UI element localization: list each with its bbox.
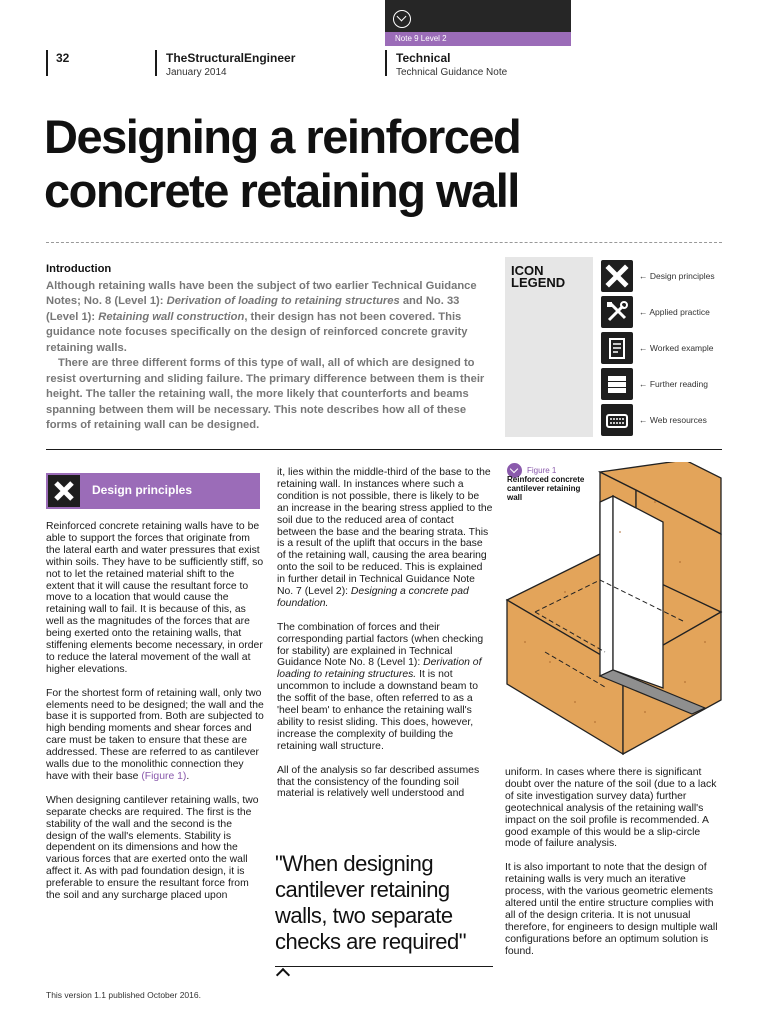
section-name: Technical xyxy=(396,51,451,65)
design-principles-icon xyxy=(48,475,80,507)
intro-text: and No. 33 (Level 1): xyxy=(46,295,460,323)
body-paragraph: It is also important to note that the design of retaining walls is very much an iterative process, with the various geometric elements altered until the entire structure complies with all of the design criteria. It is not unusual therefore, for engineers to design multiple wall configurations before an optimum solution is found. xyxy=(505,862,718,957)
body-column-3 xyxy=(505,767,723,969)
legend-item xyxy=(601,404,721,438)
reference-title: Derivation of loading to retaining structures. xyxy=(277,657,482,681)
figure-link[interactable]: (Figure 1) xyxy=(141,771,187,783)
body-paragraph: When designing cantilever retaining walls, two separate checks are required. The first is the stability of the wall and the second is the design of the wall's elements. Stability is dependent on its dimensions and how the various forces that are exerted onto the wall affect it. As with pad foundation design, it is preferable to ensure the resultant force from the soil and any surcharge placed upon xyxy=(46,794,259,902)
icon-legend xyxy=(505,257,721,437)
intro-paragraph-1 xyxy=(46,279,492,357)
note-level-label: Note 9 Level 2 xyxy=(385,32,571,46)
legend-item-label: ← Web resources xyxy=(639,415,707,425)
intro-section xyxy=(46,262,492,434)
version-footer: This version 1.1 published October 2016. xyxy=(46,990,201,1000)
body-text: For the shortest form of retaining wall, only two elements need to be designed; the wall and the base it is supported from. Both are subjected to high bending moments and shear forces and care must be taken to ensure that these are addressed. These are referred to as cantilever walls due to the monolithic connection they have with their base xyxy=(46,687,264,783)
header-divider xyxy=(46,50,48,76)
legend-item xyxy=(601,296,721,330)
note-tab-bar xyxy=(385,0,571,32)
issue-date: January 2014 xyxy=(166,67,227,78)
legend-item xyxy=(601,260,721,294)
section-rule xyxy=(46,449,722,450)
figure-number: Figure 1 xyxy=(527,466,557,475)
body-column-2 xyxy=(277,467,493,812)
header-divider xyxy=(385,50,387,76)
header-divider xyxy=(155,50,157,76)
legend-title-line: LEGEND xyxy=(511,275,566,290)
design-principles-band xyxy=(46,473,260,509)
figure-caption-text: Reinforced concrete cantilever retaining wall xyxy=(507,475,585,502)
note-level-tab xyxy=(385,0,571,46)
legend-item xyxy=(601,332,721,366)
figure-illustration xyxy=(505,462,723,762)
band-label: Design principles xyxy=(92,483,193,497)
body-paragraph xyxy=(277,467,493,610)
body-paragraph xyxy=(277,622,493,753)
figure-caption xyxy=(507,466,587,502)
legend-item-label: ← Further reading xyxy=(639,379,708,389)
intro-text: Although retaining walls have been the subject of two earlier Technical Guidance Notes; No. 8 (Level 1): xyxy=(46,279,477,307)
intro-ref-title: Derivation of loading to retaining structures xyxy=(166,295,400,307)
body-paragraph: uniform. In cases where there is significant doubt over the nature of the soil (due to a lack of site investigation survey data) further geotechnical analysis of the retaining wall's impact on the soil profile is recommended. A good example of this would be a slip-circle mode of failure analysis. xyxy=(505,767,717,850)
body-column-1 xyxy=(46,521,264,914)
intro-text: , their design has not been covered. This guidance note focuses specifically on the design of reinforced concrete gravity retaining walls. xyxy=(46,310,468,354)
reference-title: Designing a concrete pad foundation. xyxy=(277,586,469,609)
intro-heading: Introduction xyxy=(46,263,112,275)
body-text: It is not uncommon to include a downstand beam to the soffit of the base, often referred to as a 'heel beam' to enhance the retaining wall's ability to resist sliding. This does, however, increase the complexity of building the retaining wall structure. xyxy=(277,669,479,752)
design-principles-icon xyxy=(601,260,633,292)
magazine-name: TheStructuralEngineer xyxy=(166,51,296,65)
title-line-1: Designing a reinforced xyxy=(44,110,521,163)
web-resources-icon xyxy=(601,404,633,436)
body-text: The combination of forces and their corresponding partial factors (when checking for stability) are explained in Technical Guidance Note No. 8 (Level 1): xyxy=(277,621,484,669)
legend-item-label: ← Worked example xyxy=(639,343,714,353)
chevron-up-icon xyxy=(275,966,289,980)
title-line-2: concrete retaining wall xyxy=(44,164,519,217)
chevron-down-icon[interactable] xyxy=(393,10,411,28)
applied-practice-icon xyxy=(601,296,633,328)
dashed-divider xyxy=(46,242,722,243)
article-title xyxy=(44,110,724,218)
body-paragraph: All of the analysis so far described assumes that the consistency of the founding soil material is relatively well understood and xyxy=(277,764,480,800)
intro-ref-title: Retaining wall construction xyxy=(98,310,245,323)
section-subtitle: Technical Guidance Note xyxy=(396,67,508,78)
legend-item xyxy=(601,368,721,402)
intro-paragraph-2: There are three different forms of this type of wall, all of which are designed to resist overturning and sliding failure. The primary difference between them is their height. The taller the retaining wall, the more likely that counterforts and beams spanning between them will be necessary. This note describes how all of these forms of retaining wall can be designed. xyxy=(46,357,485,431)
further-reading-icon xyxy=(601,368,633,400)
legend-title-line: ICON xyxy=(511,263,544,278)
quote-rule xyxy=(275,966,493,967)
legend-title xyxy=(511,265,565,289)
page-number: 32 xyxy=(56,51,70,65)
legend-item-label: ← Design principles xyxy=(639,271,715,281)
body-paragraph: Reinforced concrete retaining walls have to be able to support the forces that originate from the lateral earth and water pressures that exist within soils. They have to be sufficiently stiff, so not to let the retained material shift to the extent that it will cause the resultant force to move to a location that would cause the retaining wall to fail. It is because of this, as well as the magnitudes of the forces that are being exerted onto the retaining walls, that stiffening elements become necessary, in order to reduce the lateral movement of the wall at higher elevations. xyxy=(46,521,264,675)
body-text: . xyxy=(186,771,190,783)
worked-example-icon xyxy=(601,332,633,364)
pull-quote: "When designing cantilever retaining walls, two separate checks are required" xyxy=(275,851,467,954)
legend-item-label: ← Applied practice xyxy=(639,307,710,317)
body-text: it, lies within the middle-third of the base to the retaining wall. In instances where such a condition is not possible, there is likely to be an increase in the bearing stress applied to the soil due to the reduced area of contact between the base and the bearing strata. This is a result of the uplift that occurs in the base of the retaining wall, causing the area bearing onto the soil to be reduced. This is explained in further detail in Technical Guidance Note No. 7 (Level 2): xyxy=(277,467,493,598)
body-paragraph xyxy=(46,688,264,783)
